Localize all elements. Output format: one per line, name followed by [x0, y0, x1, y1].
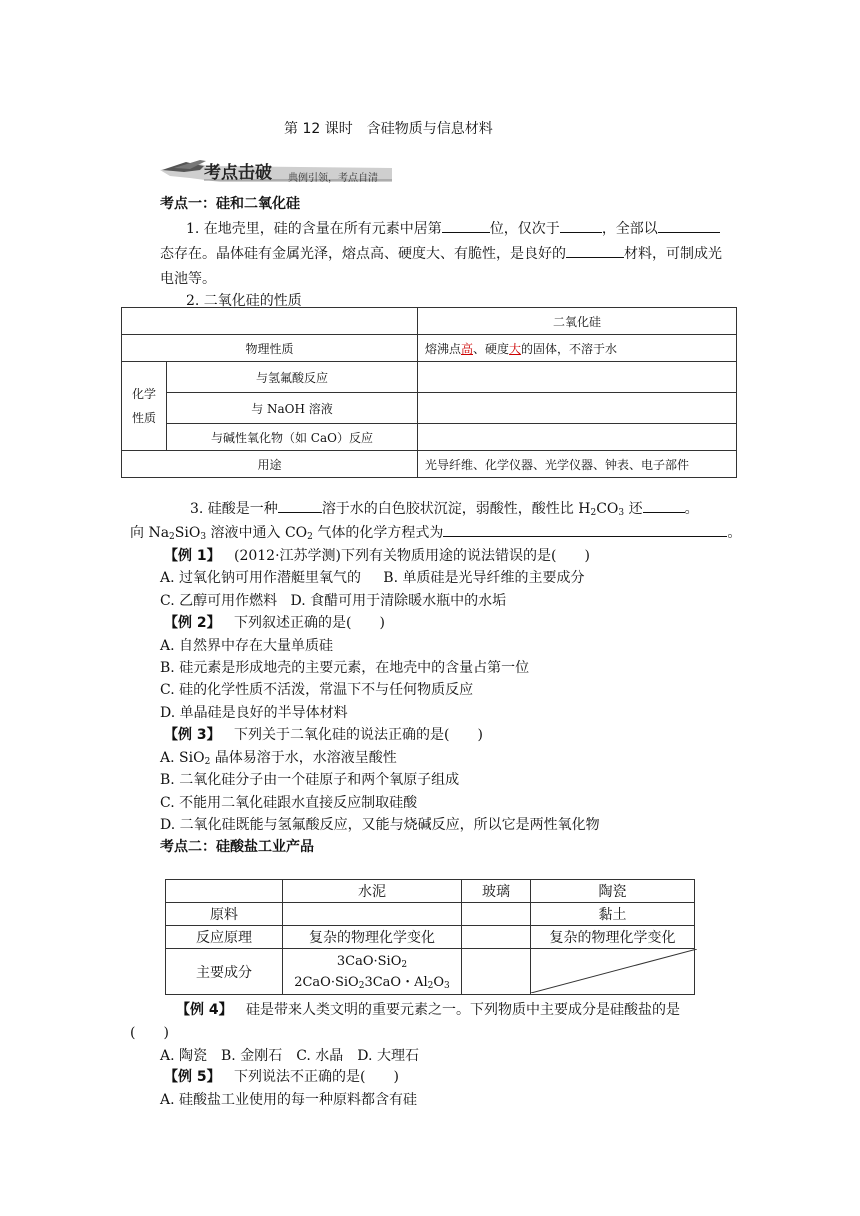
question-1-line-1: 1. 在地壳里，硅的含量在所有元素中居第 位，仅次于 ，全部以	[186, 218, 720, 238]
table-header-silica: 二氧化硅	[417, 308, 736, 335]
raw-material-ceramic: 黏土	[531, 903, 695, 926]
example-1-options-ab: A. 过氧化钠可用作潜艇里氧气的 B. 单质硅是光导纤维的主要成分	[160, 570, 585, 586]
chem-row-cao: 与碱性氧化物（如 CaO）反应	[167, 424, 418, 451]
silica-properties-table	[121, 307, 737, 478]
table2-header-ceramic: 陶瓷	[531, 880, 695, 903]
chem-row-naoh: 与 NaOH 溶液	[167, 393, 418, 424]
question-3-line-2: 向 $Na_2SiO_3$ 溶液中通入 $CO_2$ 气体的化学方程式为 。	[130, 522, 741, 542]
question-2-heading: 2. 二氧化硅的性质	[186, 293, 302, 309]
reaction-principle-glass	[462, 926, 531, 949]
table2-header-cement: 水泥	[283, 880, 462, 903]
example-2-option-c: C. 硅的化学性质不活泼，常温下不与任何物质反应	[160, 682, 474, 698]
lesson-topic: 含硅物质与信息材料	[366, 121, 493, 137]
example-3-option-c: C. 不能用二氧化硅跟水直接反应制取硅酸	[160, 795, 418, 811]
main-component-label: 主要成分	[166, 949, 283, 995]
example-3-option-a: A. SiO$_2$ 晶体易溶于水，水溶液呈酸性	[160, 750, 397, 767]
lesson-title	[284, 118, 493, 138]
example-2-stem: 【例 2】 下列叙述正确的是( )	[164, 615, 385, 631]
use-value: 光导纤维、化学仪器、光学仪器、钟表、电子部件	[417, 451, 736, 478]
example-3-option-b: B. 二氧化硅分子由一个硅原子和两个氧原子组成	[160, 772, 460, 788]
silicate-industry-table	[165, 879, 695, 995]
main-component-glass	[462, 949, 531, 995]
chem-row-hf: 与氢氟酸反应	[167, 362, 418, 393]
lesson-number: 第 12 课时	[284, 121, 353, 137]
question-1-line-2: 态存在。晶体硅有金属光泽，熔点高、硬度大、有脆性，是良好的 材料，可制成光	[160, 243, 722, 263]
example-1-stem: 【例 1】 (2012·江苏学测)下列有关物质用途的说法错误的是( )	[164, 548, 590, 564]
main-component-ceramic	[531, 949, 695, 995]
table2-header-glass: 玻璃	[462, 880, 531, 903]
banner-subtitle: 典例引领，考点自清	[288, 173, 378, 184]
question-1-line-3: 电池等。	[160, 271, 216, 287]
example-4-stem: 【例 4】 硅是带来人类文明的重要元素之一。下列物质中主要成分是硅酸盐的是	[176, 1002, 680, 1018]
example-4-options: A. 陶瓷 B. 金刚石 C. 水晶 D. 大理石	[160, 1048, 419, 1064]
raw-material-glass	[462, 903, 531, 926]
example-5-stem: 【例 5】 下列说法不正确的是( )	[164, 1069, 399, 1085]
section-heading-2: 考点二：硅酸盐工业产品	[160, 839, 314, 855]
reaction-principle-ceramic: 复杂的物理化学变化	[531, 926, 695, 949]
chem-row-cao-value	[417, 424, 736, 451]
chem-row-naoh-value	[417, 393, 736, 424]
banner-title: 考点击破	[204, 163, 272, 183]
question-3-line-1: 3. 硅酸是一种 溶于水的白色胶状沉淀，弱酸性，酸性比 $H_2CO_3$ 还 。	[190, 498, 699, 518]
reaction-principle-label: 反应原理	[166, 926, 283, 949]
table2-corner	[166, 880, 283, 903]
example-3-stem: 【例 3】 下列关于二氧化硅的说法正确的是( )	[164, 727, 483, 743]
section-banner	[160, 156, 392, 186]
example-2-option-a: A. 自然界中存在大量单质硅	[160, 638, 334, 654]
example-2-option-d: D. 单晶硅是良好的半导体材料	[160, 705, 348, 721]
raw-material-label: 原料	[166, 903, 283, 926]
section-heading-1: 考点一：硅和二氧化硅	[160, 196, 300, 212]
diagonal-line	[531, 949, 697, 993]
physical-property-label: 物理性质	[122, 335, 418, 362]
main-component-cement: 3CaO·SiO$_2$ 2CaO·SiO$_2$3CaO・$Al_2O_3$	[283, 949, 462, 995]
chemical-property-label: 化学 性质	[122, 362, 167, 451]
raw-material-cement	[283, 903, 462, 926]
use-label: 用途	[122, 451, 418, 478]
example-5-option-a: A. 硅酸盐工业使用的每一种原料都含有硅	[160, 1092, 418, 1108]
example-1-options-cd: C. 乙醇可用作燃料 D. 食醋可用于清除暖水瓶中的水垢	[160, 593, 507, 609]
example-3-option-d: D. 二氧化硅既能与氢氟酸反应，又能与烧碱反应，所以它是两性氧化物	[160, 817, 600, 833]
example-2-option-b: B. 硅元素是形成地壳的主要元素，在地壳中的含量占第一位	[160, 660, 530, 676]
reaction-principle-cement: 复杂的物理化学变化	[283, 926, 462, 949]
chem-row-hf-value	[417, 362, 736, 393]
physical-property-value: 熔沸点高、硬度大的固体，不溶于水	[417, 335, 736, 362]
example-4-paren: ( )	[130, 1025, 169, 1041]
